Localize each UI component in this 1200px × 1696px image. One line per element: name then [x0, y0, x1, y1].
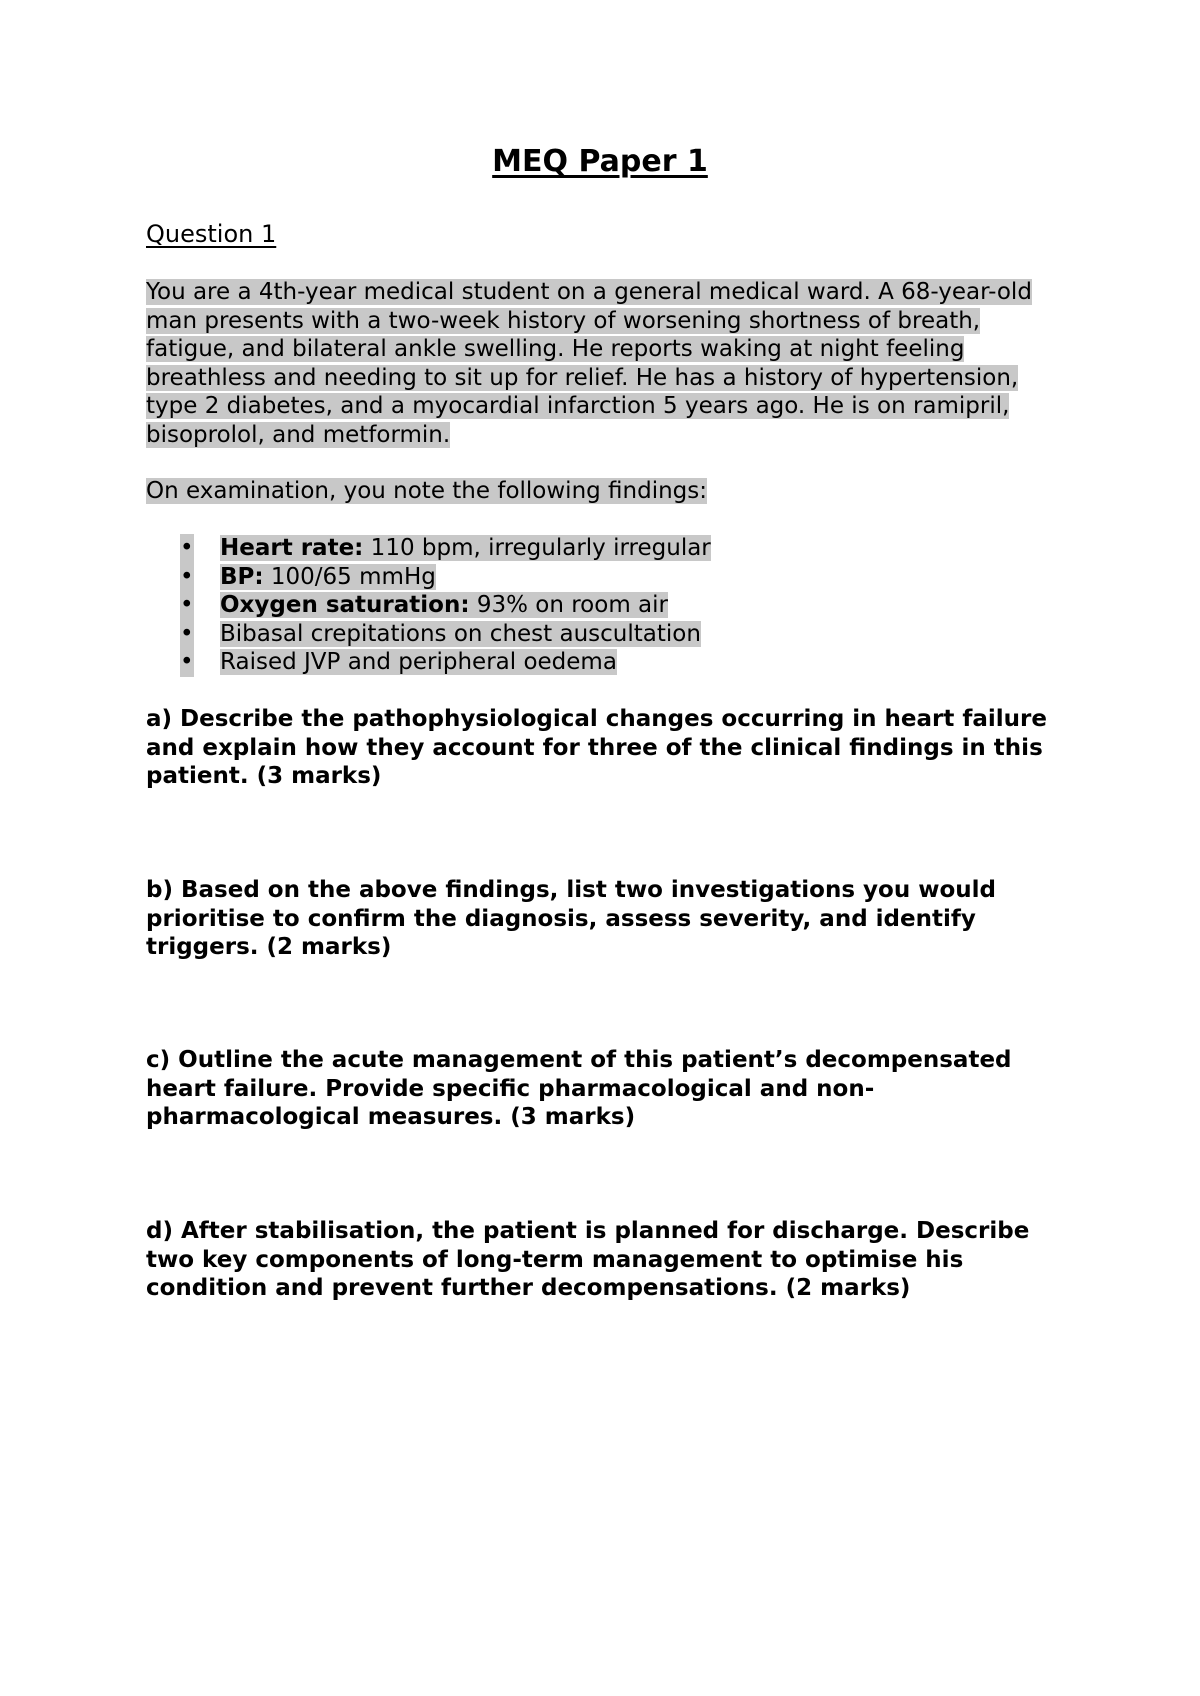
finding-value: 110 bpm, irregularly irregular: [363, 535, 711, 561]
question-part-a: a) Describe the pathophysiological changes occurring in heart failure and explain how they account for three of the clinical findings in this patient. (3 marks): [146, 706, 1047, 789]
clinical-scenario: [146, 278, 1066, 449]
question-heading: Question 1: [146, 220, 277, 248]
bullet-icon: •: [180, 592, 194, 618]
finding-item: [146, 591, 711, 620]
finding-item: [146, 648, 711, 677]
bullet-icon: •: [180, 649, 194, 675]
examination-intro: [146, 477, 1066, 506]
bullet-icon: •: [180, 563, 194, 590]
finding-value: 100/65 mmHg: [263, 563, 436, 590]
finding-value: Raised JVP and peripheral oedema: [220, 649, 617, 675]
finding-label: Oxygen saturation:: [220, 592, 470, 618]
bullet-icon: •: [180, 535, 194, 561]
finding-value: Bibasal crepitations on chest auscultation: [220, 620, 701, 647]
bullet-icon: •: [180, 620, 194, 647]
examination-intro-text: On examination, you note the following findings:: [146, 478, 708, 504]
scenario-text: You are a 4th-year medical student on a general medical ward. A 68-year-old man presents with a two-week history of worsening shortness of breath, fatigue, and bilateral ankle swelling. He reports waking at night feeling breathless and needing to sit up for relief. He has a history of hypertension, type 2 diabetes, and a myocardial infarction 5 years ago. He is on ramipril, bisoprolol, and metformin.: [146, 279, 1032, 448]
question-part-c: c) Outline the acute management of this patient’s decompensated heart failure. Provide specific pharmacological and non-pharmacological measures. (3 marks): [146, 1047, 1012, 1130]
finding-label: Heart rate:: [220, 535, 364, 561]
paper-title: MEQ Paper 1: [492, 144, 708, 179]
finding-label: BP:: [220, 563, 264, 590]
finding-item: [146, 534, 711, 563]
question-part-d: d) After stabilisation, the patient is planned for discharge. Describe two key components of long-term management to optimise his condition and prevent further decompensations. (2 marks): [146, 1218, 1030, 1301]
finding-item: [146, 563, 711, 592]
finding-item: [146, 620, 711, 649]
findings-list: [146, 534, 711, 677]
question-part-b: b) Based on the above findings, list two investigations you would prioritise to confirm the diagnosis, assess severity, and identify triggers. (2 marks): [146, 877, 996, 960]
finding-value: 93% on room air: [469, 592, 668, 618]
